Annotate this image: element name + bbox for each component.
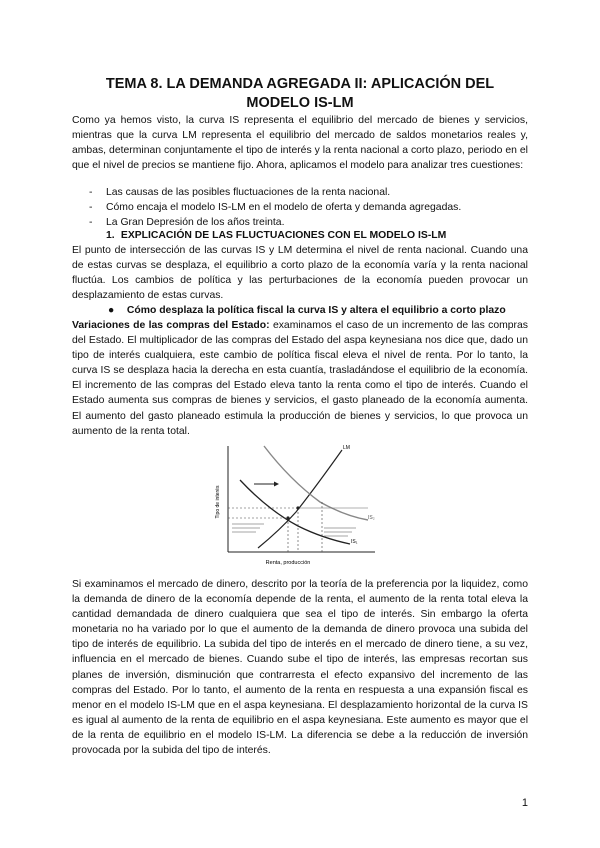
is-lm-diagram [210,440,390,575]
bullet-icon: ● [108,305,115,316]
money-market-paragraph: Si examinamos el mercado de dinero, descrito por la teoría de la preferencia por la liquidez, como la demanda de dinero de la economía depende de la renta, el aumento de la renta total eleva la cantidad demandada de dinero cualquiera que sea el tipo de interés. Sin embargo la oferta monetaria no ha variado por lo que el aumento de la demanda de dinero provoca una subida del tipo de interés de equilibrio. La subida del tipo de interés en el mercado de dinero tiene, a su vez, influencia en el mercado de bienes. Cuando sube el tipo de interés, las empresas recortan sus planes de inversión, disminución que contrarresta el efecto expansivo del incremento de las compras del Estado. Por lo tanto, el aumento de la renta en respuesta a una expansión fiscal es menor en el modelo IS-LM que en el aspa keynesiana. El desplazamiento horizontal de la curva IS es igual al aumento de la renta de equilibrio en el aspa keynesiana. Este aumento es mayor que el de la renta de equilibrio en el modelo IS-LM. La diferencia se debe a la reducción de inversión provocada por la subida del tipo de interés. [72,579,528,757]
list-item: - La Gran Depresión de los años treinta. [89,215,461,230]
equilibrium-point-old [286,516,289,519]
lm-curve [258,450,342,548]
x-axis-label: Renta, producción [265,560,311,566]
questions-list [89,185,461,230]
intro-paragraph: Como ya hemos visto, la curva IS representa el equilibrio del mercado de bienes y servicios, mientras que la curva LM representa el equilibrio del mercado de saldos monetarios reales y, ambas, determinan conjuntamente el tipo de interés y la renta nacional a corto plazo, periodo en el que el nivel de precios se mantiene fijo. Ahora, aplicamos el modelo para analizar tres cuestiones: [72,115,528,172]
lm-label: LM [343,445,350,451]
compras-paragraph [72,318,528,439]
section-heading [106,228,446,243]
y-axis-label: Tipo de interés [215,485,221,519]
title-line-1: TEMA 8. LA DEMANDA AGREGADA II: APLICACIÓN DEL [105,76,495,92]
bullet-heading [108,303,506,318]
is1-label: IS₁ [351,539,358,545]
list-item: - Cómo encaja el modelo IS-LM en el modelo de oferta y demanda agregadas. [89,200,461,215]
section-number: 1. [106,230,115,241]
title-line-2: MODELO IS-LM [246,95,354,111]
equilibrium-point-new [296,506,299,509]
page-number: 1 [521,797,528,809]
bullet-heading-text: Cómo desplaza la política fiscal la curva IS y altera el equilibrio a corto plazo [126,305,506,316]
document-title [80,75,520,113]
section-paragraph: El punto de intersección de las curvas IS y LM determina el nivel de renta nacional. Cuando una de estas curvas se desplaza, el equilibrio a corto plazo de la economía varía y la renta nacional fluctúa. Los cambios de política y las perturbaciones de la economía pueden provocar un desplazamiento de estas curvas. [72,245,528,302]
is1-curve [240,480,350,544]
is2-label: IS₂ [368,515,375,521]
is-lm-figure [210,440,390,575]
section-title: EXPLICACIÓN DE LAS FLUCTUACIONES CON EL MODELO IS-LM [120,230,447,241]
list-item: - Las causas de las posibles fluctuaciones de la renta nacional. [89,185,461,200]
shift-arrow-head [274,482,279,487]
compras-lead: Variaciones de las compras del Estado: [72,320,270,331]
is2-curve [264,446,368,520]
compras-text: examinamos el caso de un incremento de las compras del Estado. El multiplicador de las compras del Estado del aspa keynesiana nos dice que, dado un tipo de interés cualquiera, este cambio de política fiscal eleva el nivel de renta. Por lo tanto, la curva IS se desplaza hacia la derecha en esta cuantía, trasladándose el equilibrio de la economía. El incremento de las compras del Estado eleva tanto la renta como el tipo de interés. Cuando el Estado aumenta sus compras de bienes y servicios, el gasto planeado de la economía aumenta. El aumento del gasto planeado estimula la producción de bienes y servicios, lo que provoca un aumento de la renta total. [72,320,528,437]
